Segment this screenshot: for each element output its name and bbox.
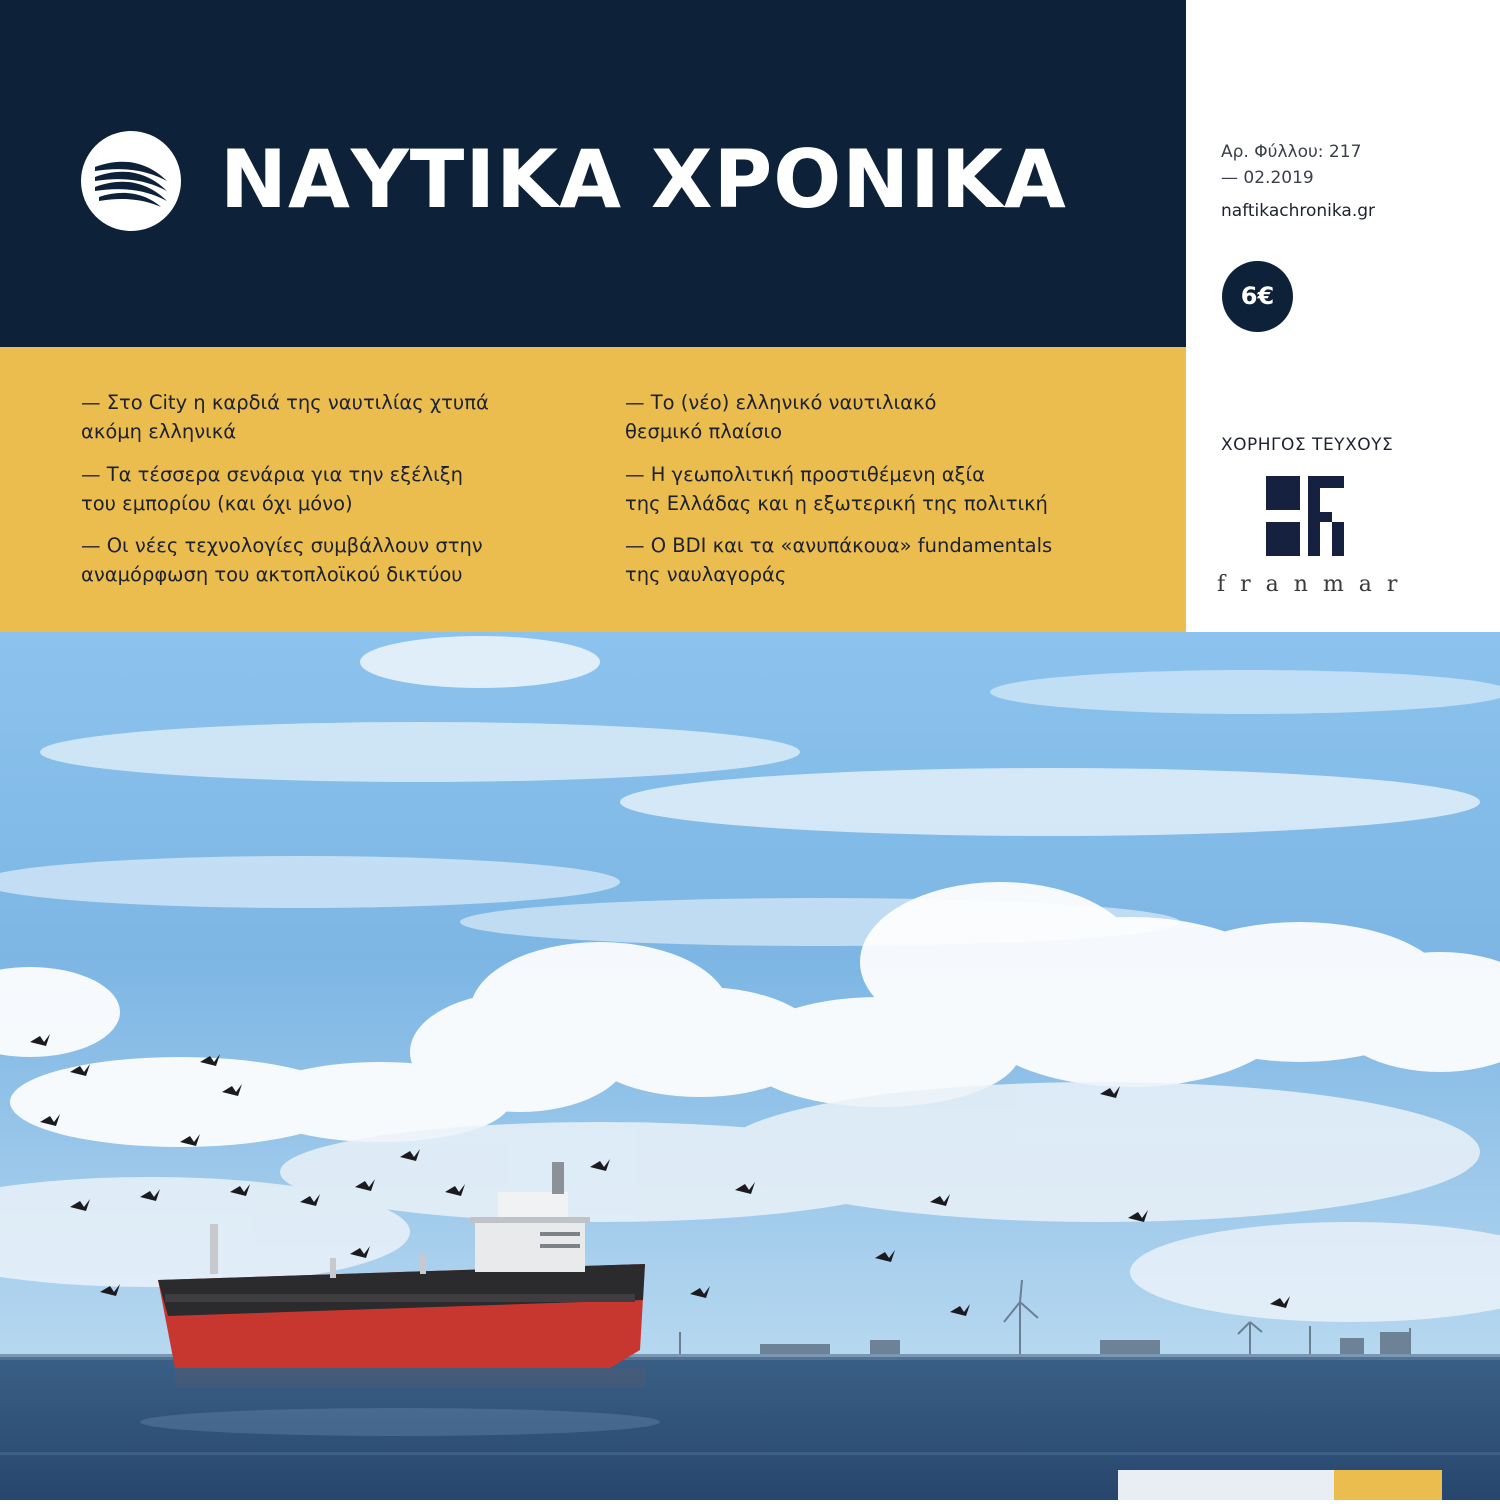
sponsor-label: ΧΟΡΗΓΟΣ ΤΕΥΧΟΥΣ bbox=[1221, 435, 1394, 455]
headline: — Το (νέο) ελληνικό ναυτιλιακό θεσμικό πλαίσιο bbox=[625, 391, 937, 443]
sponsor-logo-icon bbox=[1266, 476, 1344, 560]
sponsor-brand: franmar bbox=[1217, 572, 1413, 597]
headline: — Οι νέες τεχνολογίες συμβάλλουν στην αναμόρφωση του ακτοπλοϊκού δικτύου bbox=[81, 534, 483, 586]
wave-logo-icon bbox=[81, 131, 181, 231]
issue-number bbox=[1221, 139, 1361, 191]
website-link[interactable]: naftikachronika.gr bbox=[1221, 201, 1376, 221]
cargo-ship-at-sea-photo bbox=[0, 632, 1500, 1500]
issue-number-line: Αρ. Φύλλου: 217 bbox=[1221, 142, 1362, 162]
headline: — Τα τέσσερα σενάρια για την εξέλιξη του εμπορίου (και όχι μόνο) bbox=[81, 463, 464, 515]
price-badge: 6€ bbox=[1222, 261, 1293, 332]
headline: — Η γεωπολιτική προστιθέμενη αξία της Ελλάδας και η εξωτερική της πολιτική bbox=[625, 463, 1048, 515]
masthead-title: ΝΑΥΤΙΚΑ ΧΡΟΝΙΚΑ bbox=[220, 133, 1067, 226]
issue-date: — 02.2019 bbox=[1221, 168, 1314, 188]
headline: — Στο City η καρδιά της ναυτιλίας χτυπά ακόμη ελληνικά bbox=[81, 391, 489, 443]
headline: — Ο BDI και τα «ανυπάκουα» fundamentals της ναυλαγοράς bbox=[625, 534, 1053, 586]
